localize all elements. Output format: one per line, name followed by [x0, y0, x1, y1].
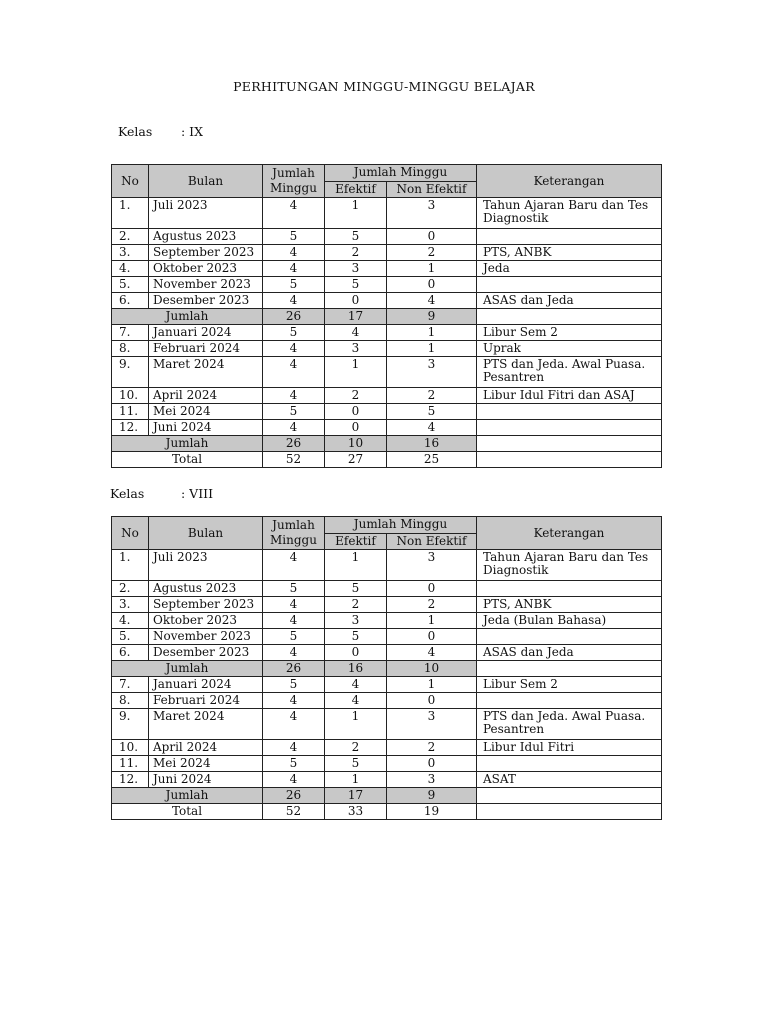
table-kelas-viii	[111, 516, 662, 820]
cell-non-efektif: 0	[387, 693, 477, 709]
table-row	[112, 245, 662, 261]
jumlah-row-jumlah-minggu: 26	[263, 788, 325, 804]
cell-bulan: Januari 2024	[149, 325, 263, 341]
cell-keterangan	[477, 404, 662, 420]
cell-no: 10.	[112, 740, 149, 756]
cell-no: 9.	[112, 709, 149, 740]
header-non-efektif: Non Efektif	[387, 533, 477, 550]
cell-efektif: 5	[325, 277, 387, 293]
jumlah-row-label: Jumlah	[112, 436, 263, 452]
cell-efektif: 4	[325, 325, 387, 341]
cell-jumlah-minggu: 4	[263, 693, 325, 709]
jumlah-row-efektif: 16	[325, 661, 387, 677]
total-row-jumlah-minggu: 52	[263, 452, 325, 468]
table-row	[112, 293, 662, 309]
cell-efektif: 4	[325, 693, 387, 709]
cell-non-efektif: 1	[387, 613, 477, 629]
cell-non-efektif: 4	[387, 420, 477, 436]
cell-bulan: Juli 2023	[149, 550, 263, 581]
cell-jumlah-minggu: 5	[263, 325, 325, 341]
cell-non-efektif: 1	[387, 261, 477, 277]
cell-efektif: 3	[325, 341, 387, 357]
cell-jumlah-minggu: 4	[263, 772, 325, 788]
cell-no: 8.	[112, 341, 149, 357]
cell-jumlah-minggu: 4	[263, 550, 325, 581]
header-bulan: Bulan	[149, 517, 263, 550]
table-row	[112, 597, 662, 613]
table-row	[112, 198, 662, 229]
cell-jumlah-minggu: 5	[263, 277, 325, 293]
cell-non-efektif: 0	[387, 229, 477, 245]
cell-efektif: 1	[325, 772, 387, 788]
cell-keterangan: Tahun Ajaran Baru dan Tes Diagnostik	[477, 198, 662, 229]
total-row-jumlah-minggu: 52	[263, 804, 325, 820]
kelas-value: : IX	[181, 124, 204, 139]
table-row	[112, 581, 662, 597]
cell-non-efektif: 4	[387, 293, 477, 309]
cell-keterangan	[477, 756, 662, 772]
cell-no: 12.	[112, 772, 149, 788]
jumlah-row-efektif: 17	[325, 788, 387, 804]
cell-bulan: September 2023	[149, 597, 263, 613]
cell-keterangan: ASAT	[477, 772, 662, 788]
header-efektif: Efektif	[325, 181, 387, 198]
cell-no: 3.	[112, 597, 149, 613]
cell-efektif: 5	[325, 756, 387, 772]
jumlah-row-non-efektif: 10	[387, 661, 477, 677]
cell-no: 12.	[112, 420, 149, 436]
cell-non-efektif: 3	[387, 198, 477, 229]
cell-keterangan	[477, 693, 662, 709]
cell-non-efektif: 1	[387, 325, 477, 341]
cell-no: 3.	[112, 245, 149, 261]
cell-no: 2.	[112, 229, 149, 245]
table-row	[112, 756, 662, 772]
cell-bulan: Februari 2024	[149, 341, 263, 357]
cell-keterangan	[477, 229, 662, 245]
cell-efektif: 1	[325, 198, 387, 229]
cell-non-efektif: 3	[387, 550, 477, 581]
cell-jumlah-minggu: 5	[263, 581, 325, 597]
table-kelas-ix	[111, 164, 662, 468]
cell-bulan: Desember 2023	[149, 645, 263, 661]
page-title: PERHITUNGAN MINGGU-MINGGU BELAJAR	[233, 79, 535, 94]
jumlah-row-non-efektif: 9	[387, 309, 477, 325]
cell-non-efektif: 2	[387, 740, 477, 756]
cell-bulan: Juli 2023	[149, 198, 263, 229]
cell-jumlah-minggu: 4	[263, 357, 325, 388]
cell-jumlah-minggu: 4	[263, 245, 325, 261]
total-row	[112, 804, 662, 820]
cell-keterangan	[477, 629, 662, 645]
cell-keterangan: Jeda (Bulan Bahasa)	[477, 613, 662, 629]
kelas-label: Kelas	[110, 486, 145, 501]
total-row-keterangan	[477, 804, 662, 820]
table-row	[112, 550, 662, 581]
cell-no: 6.	[112, 645, 149, 661]
cell-keterangan: Libur Idul Fitri dan ASAJ	[477, 388, 662, 404]
header-no: No	[112, 165, 149, 198]
total-row-label: Total	[112, 452, 263, 468]
kelas-ix-line	[118, 124, 204, 139]
cell-jumlah-minggu: 4	[263, 645, 325, 661]
cell-keterangan: PTS, ANBK	[477, 597, 662, 613]
cell-no: 1.	[112, 550, 149, 581]
cell-non-efektif: 2	[387, 388, 477, 404]
cell-no: 4.	[112, 261, 149, 277]
cell-no: 9.	[112, 357, 149, 388]
total-row-non-efektif: 25	[387, 452, 477, 468]
table-row	[112, 388, 662, 404]
jumlah-row-keterangan	[477, 788, 662, 804]
cell-jumlah-minggu: 5	[263, 756, 325, 772]
cell-efektif: 4	[325, 677, 387, 693]
cell-jumlah-minggu: 5	[263, 629, 325, 645]
header-jumlah-minggu-group: Jumlah Minggu	[325, 165, 477, 182]
kelas-viii-line	[110, 486, 214, 501]
jumlah-row-label: Jumlah	[112, 309, 263, 325]
cell-keterangan	[477, 277, 662, 293]
cell-no: 6.	[112, 293, 149, 309]
jumlah-row-keterangan	[477, 309, 662, 325]
cell-efektif: 1	[325, 550, 387, 581]
cell-non-efektif: 0	[387, 629, 477, 645]
cell-efektif: 1	[325, 709, 387, 740]
cell-efektif: 5	[325, 229, 387, 245]
cell-efektif: 2	[325, 740, 387, 756]
cell-no: 5.	[112, 277, 149, 293]
cell-bulan: Juni 2024	[149, 420, 263, 436]
cell-efektif: 0	[325, 645, 387, 661]
cell-keterangan: PTS, ANBK	[477, 245, 662, 261]
cell-non-efektif: 0	[387, 277, 477, 293]
cell-bulan: Mei 2024	[149, 756, 263, 772]
cell-keterangan: Jeda	[477, 261, 662, 277]
cell-bulan: April 2024	[149, 740, 263, 756]
table-row	[112, 420, 662, 436]
jumlah-row-label: Jumlah	[112, 661, 263, 677]
cell-no: 11.	[112, 756, 149, 772]
cell-jumlah-minggu: 4	[263, 293, 325, 309]
kelas-label: Kelas	[118, 124, 153, 139]
table-row	[112, 740, 662, 756]
cell-non-efektif: 1	[387, 341, 477, 357]
table-row	[112, 613, 662, 629]
cell-no: 8.	[112, 693, 149, 709]
cell-bulan: Maret 2024	[149, 709, 263, 740]
table-row	[112, 357, 662, 388]
cell-keterangan: Uprak	[477, 341, 662, 357]
table-row	[112, 709, 662, 740]
jumlah-row-jumlah-minggu: 26	[263, 436, 325, 452]
table-row	[112, 325, 662, 341]
cell-jumlah-minggu: 5	[263, 677, 325, 693]
cell-bulan: Februari 2024	[149, 693, 263, 709]
cell-no: 5.	[112, 629, 149, 645]
total-row-efektif: 33	[325, 804, 387, 820]
table-row	[112, 404, 662, 420]
total-row-keterangan	[477, 452, 662, 468]
cell-jumlah-minggu: 4	[263, 740, 325, 756]
cell-bulan: Agustus 2023	[149, 581, 263, 597]
jumlah-row-keterangan	[477, 661, 662, 677]
cell-keterangan: Tahun Ajaran Baru dan Tes Diagnostik	[477, 550, 662, 581]
jumlah-row	[112, 436, 662, 452]
cell-non-efektif: 4	[387, 645, 477, 661]
cell-efektif: 0	[325, 293, 387, 309]
table-row	[112, 229, 662, 245]
cell-efektif: 3	[325, 613, 387, 629]
cell-jumlah-minggu: 4	[263, 420, 325, 436]
jumlah-row-keterangan	[477, 436, 662, 452]
cell-efektif: 0	[325, 420, 387, 436]
header-keterangan: Keterangan	[477, 517, 662, 550]
cell-bulan: Oktober 2023	[149, 261, 263, 277]
cell-no: 7.	[112, 325, 149, 341]
cell-jumlah-minggu: 4	[263, 198, 325, 229]
cell-efektif: 2	[325, 388, 387, 404]
cell-non-efektif: 0	[387, 581, 477, 597]
header-non-efektif: Non Efektif	[387, 181, 477, 198]
cell-keterangan: ASAS dan Jeda	[477, 645, 662, 661]
table-row	[112, 693, 662, 709]
cell-non-efektif: 5	[387, 404, 477, 420]
header-jumlah-minggu-group: Jumlah Minggu	[325, 517, 477, 534]
table-row	[112, 261, 662, 277]
cell-bulan: Oktober 2023	[149, 613, 263, 629]
cell-non-efektif: 2	[387, 597, 477, 613]
jumlah-row-non-efektif: 16	[387, 436, 477, 452]
jumlah-row-jumlah-minggu: 26	[263, 309, 325, 325]
header-no: No	[112, 517, 149, 550]
total-row-label: Total	[112, 804, 263, 820]
jumlah-row-efektif: 17	[325, 309, 387, 325]
cell-efektif: 0	[325, 404, 387, 420]
cell-bulan: Maret 2024	[149, 357, 263, 388]
cell-jumlah-minggu: 4	[263, 341, 325, 357]
header-keterangan: Keterangan	[477, 165, 662, 198]
table-row	[112, 277, 662, 293]
table-row	[112, 772, 662, 788]
cell-bulan: Agustus 2023	[149, 229, 263, 245]
cell-bulan: Mei 2024	[149, 404, 263, 420]
cell-non-efektif: 1	[387, 677, 477, 693]
cell-non-efektif: 2	[387, 245, 477, 261]
cell-keterangan: Libur Idul Fitri	[477, 740, 662, 756]
cell-non-efektif: 3	[387, 357, 477, 388]
cell-bulan: November 2023	[149, 277, 263, 293]
table-row	[112, 341, 662, 357]
cell-bulan: Juni 2024	[149, 772, 263, 788]
cell-efektif: 5	[325, 629, 387, 645]
cell-jumlah-minggu: 4	[263, 613, 325, 629]
cell-jumlah-minggu: 5	[263, 404, 325, 420]
cell-keterangan	[477, 420, 662, 436]
cell-jumlah-minggu: 4	[263, 709, 325, 740]
header-efektif: Efektif	[325, 533, 387, 550]
cell-no: 1.	[112, 198, 149, 229]
total-row	[112, 452, 662, 468]
cell-keterangan: Libur Sem 2	[477, 677, 662, 693]
total-row-efektif: 27	[325, 452, 387, 468]
cell-non-efektif: 3	[387, 772, 477, 788]
cell-keterangan	[477, 581, 662, 597]
jumlah-row	[112, 788, 662, 804]
cell-efektif: 2	[325, 245, 387, 261]
table-row	[112, 645, 662, 661]
cell-bulan: Desember 2023	[149, 293, 263, 309]
cell-efektif: 5	[325, 581, 387, 597]
jumlah-row-efektif: 10	[325, 436, 387, 452]
jumlah-row-jumlah-minggu: 26	[263, 661, 325, 677]
cell-bulan: November 2023	[149, 629, 263, 645]
header-jumlah-minggu: Jumlah Minggu	[263, 165, 325, 198]
cell-jumlah-minggu: 5	[263, 229, 325, 245]
cell-keterangan: PTS dan Jeda. Awal Puasa. Pesantren	[477, 357, 662, 388]
cell-jumlah-minggu: 4	[263, 261, 325, 277]
cell-keterangan: Libur Sem 2	[477, 325, 662, 341]
cell-bulan: Januari 2024	[149, 677, 263, 693]
cell-no: 7.	[112, 677, 149, 693]
cell-efektif: 3	[325, 261, 387, 277]
cell-keterangan: ASAS dan Jeda	[477, 293, 662, 309]
cell-non-efektif: 3	[387, 709, 477, 740]
cell-no: 10.	[112, 388, 149, 404]
cell-efektif: 2	[325, 597, 387, 613]
cell-bulan: September 2023	[149, 245, 263, 261]
cell-keterangan: PTS dan Jeda. Awal Puasa. Pesantren	[477, 709, 662, 740]
total-row-non-efektif: 19	[387, 804, 477, 820]
cell-no: 2.	[112, 581, 149, 597]
cell-jumlah-minggu: 4	[263, 388, 325, 404]
cell-no: 11.	[112, 404, 149, 420]
cell-bulan: April 2024	[149, 388, 263, 404]
jumlah-row-label: Jumlah	[112, 788, 263, 804]
cell-efektif: 1	[325, 357, 387, 388]
jumlah-row	[112, 661, 662, 677]
table-row	[112, 677, 662, 693]
cell-no: 4.	[112, 613, 149, 629]
cell-non-efektif: 0	[387, 756, 477, 772]
kelas-value: : VIII	[181, 486, 214, 501]
header-bulan: Bulan	[149, 165, 263, 198]
jumlah-row-non-efektif: 9	[387, 788, 477, 804]
table-row	[112, 629, 662, 645]
jumlah-row	[112, 309, 662, 325]
cell-jumlah-minggu: 4	[263, 597, 325, 613]
header-jumlah-minggu: Jumlah Minggu	[263, 517, 325, 550]
